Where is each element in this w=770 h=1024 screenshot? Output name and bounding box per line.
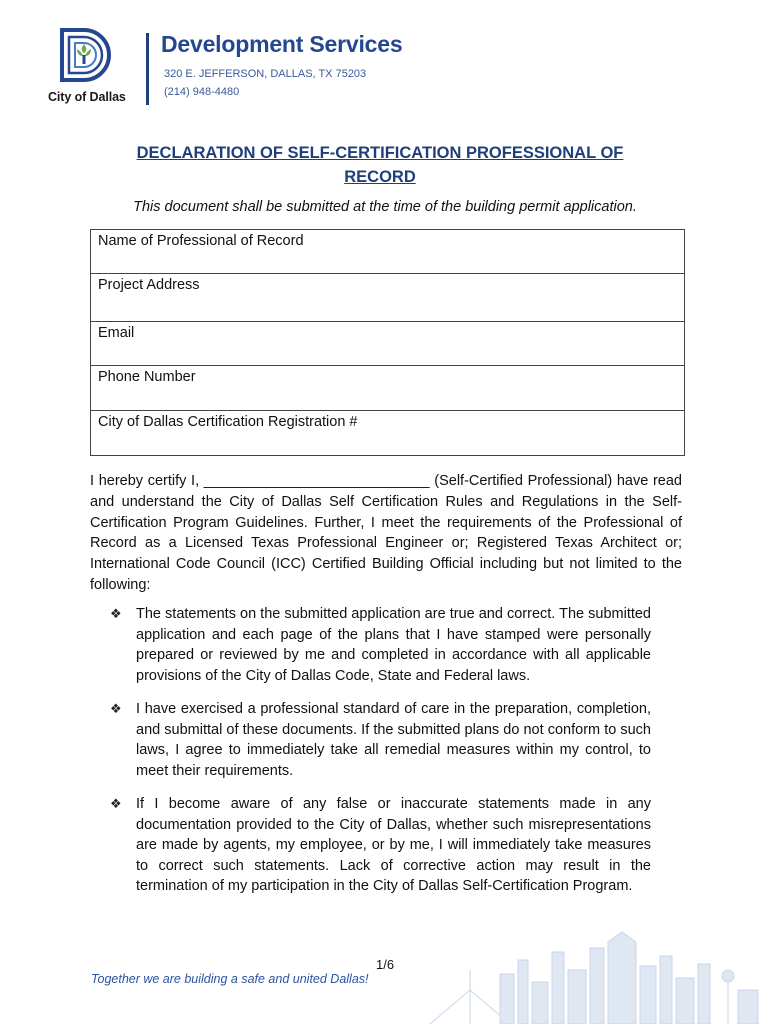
- form-field-professional-name[interactable]: [91, 230, 684, 274]
- form-field-registration-number[interactable]: [91, 411, 684, 455]
- document-title: DECLARATION OF SELF-CERTIFICATION PROFESSIONAL OF RECORD: [136, 144, 624, 186]
- list-item: [110, 604, 651, 686]
- bullet-text: The statements on the submitted application are true and correct. The submitted application and each page of the plans that I have stamped were personally prepared or reviewed by me and completed in accordance with all applicable provisions of the City of Dallas Code, State and Federal laws.: [136, 606, 651, 684]
- page-number: 1/6: [376, 957, 395, 972]
- certification-paragraph: I hereby certify I, ____________________________ (Self-Certified Professional) have read and understand the City of Dallas Self Certification Rules and Regulations in the Self-Certification Program Guidelines. Further, I meet the requirements of the Professional of Record as a Licensed Texas Professional Engineer or; Registered Texas Architect or; International Code Council (ICC) Certified Building Official including but not limited to the following:: [90, 473, 682, 593]
- diamond-bullet-icon: ❖: [110, 701, 122, 716]
- header-divider: [146, 33, 149, 105]
- form-field-label: Phone Number: [98, 369, 196, 385]
- city-of-dallas-logo: [44, 26, 140, 108]
- document-subtitle: This document shall be submitted at the time of the building permit application.: [133, 199, 637, 215]
- form-field-phone-number[interactable]: [91, 366, 684, 411]
- footer-tagline: Together we are building a safe and united Dallas!: [91, 972, 369, 986]
- dallas-skyline-icon: [410, 930, 765, 1024]
- department-address: 320 E. JEFFERSON, DALLAS, TX 75203: [164, 68, 367, 80]
- list-item: [110, 699, 651, 781]
- form-field-label: Project Address: [98, 277, 200, 293]
- bullet-text: I have exercised a professional standard of care in the preparation, completion, and submittal of these documents. If the submitted plans do not conform to such laws, I agree to immediately take all remedial measures within my control, to meet their requirements.: [136, 701, 651, 779]
- certification-bullet-list: [110, 604, 651, 910]
- diamond-bullet-icon: ❖: [110, 796, 122, 811]
- diamond-bullet-icon: ❖: [110, 606, 122, 621]
- form-field-label: Name of Professional of Record: [98, 233, 304, 249]
- form-field-label: City of Dallas Certification Registration #: [98, 414, 358, 430]
- department-phone: (214) 948-4480: [164, 86, 240, 98]
- form-field-email[interactable]: [91, 322, 684, 366]
- logo-wordmark: City of Dallas: [48, 90, 126, 104]
- form-fields-table: [90, 229, 685, 456]
- form-field-project-address[interactable]: [91, 274, 684, 322]
- dallas-d-logo-icon: [58, 26, 120, 84]
- department-title: Development Services: [161, 31, 403, 57]
- list-item: [110, 794, 651, 897]
- bullet-text: If I become aware of any false or inaccurate statements made in any documentation provided to the City of Dallas, whether such misrepresentations are made by agents, my employee, or by me, I will immediately take measures to correct such statements. Lack of corrective action may result in the termination of my participation in the City of Dallas Self-Certification Program.: [136, 796, 651, 894]
- form-field-label: Email: [98, 325, 135, 341]
